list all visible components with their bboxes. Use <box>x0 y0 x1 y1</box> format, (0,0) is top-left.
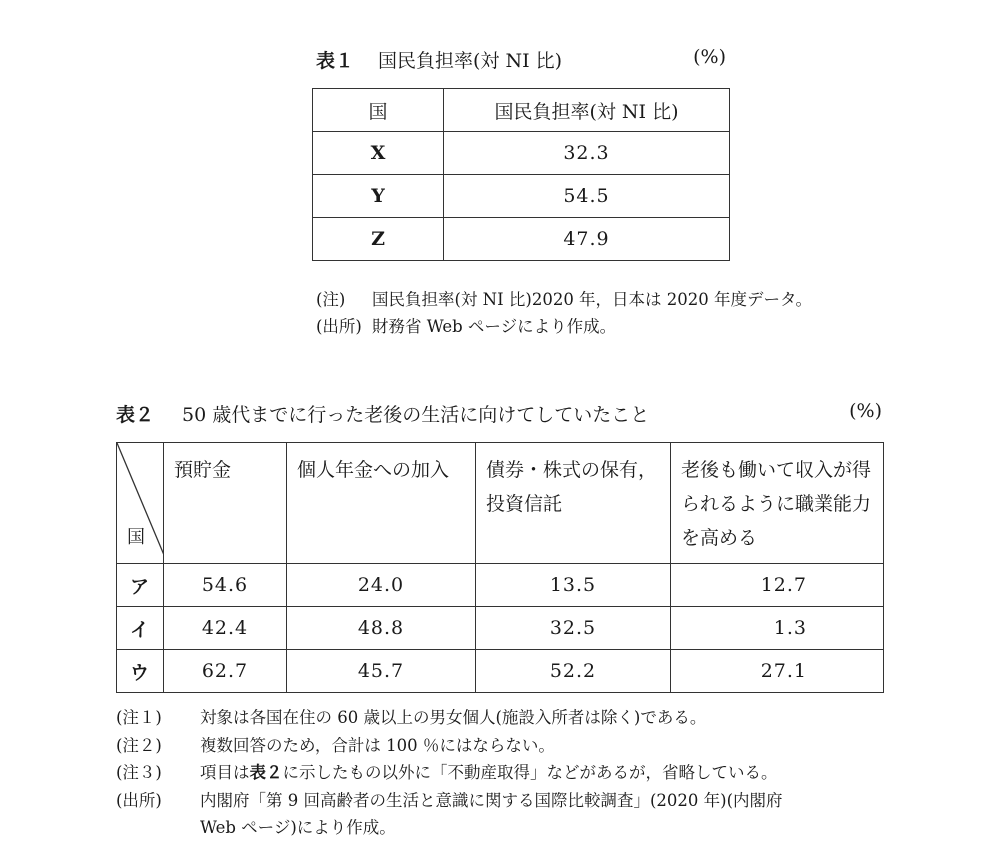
source-key: (出所) <box>116 790 162 810</box>
note-text-bold: 表２ <box>249 763 283 782</box>
table-row <box>313 175 730 218</box>
table2-country: ウ <box>117 650 164 693</box>
table1-caption <box>312 46 732 72</box>
source-text-cont: Web ページ)により作成。 <box>200 818 396 837</box>
table2-header-pension: 個人年金への加入 <box>287 443 476 564</box>
table2-country: ア <box>117 564 164 607</box>
table-row <box>117 607 884 650</box>
table2-title: 50 歳代までに行った老後の生活に向けてしていたこと <box>182 404 650 426</box>
table1-value: 47.9 <box>444 218 730 261</box>
source-text: 内閣府「第 9 回高齢者の生活と意識に関する国際比較調査」(2020 年)(内閣府 <box>200 790 783 810</box>
note-text: 複数回答のため，合計は 100 ％にはならない。 <box>200 735 555 755</box>
table2-cell: 12.7 <box>671 564 884 607</box>
note-key: (注２) <box>116 735 162 755</box>
table2-header-job-skills: 老後も働いて収入が得られるように職業能力を高める <box>671 443 884 564</box>
table1-header-value: 国民負担率(対 NI 比) <box>444 89 730 132</box>
table1-country: X <box>313 132 444 175</box>
table2-label: 表２ <box>116 404 155 426</box>
table1-title: 国民負担率(対 NI 比) <box>378 50 563 72</box>
table2-notes <box>116 704 783 842</box>
table2-cell: 1.3 <box>671 607 884 650</box>
table2-cell: 52.2 <box>476 650 671 693</box>
table1-country: Z <box>313 218 444 261</box>
table1-value: 32.3 <box>444 132 730 175</box>
table2-header-securities: 債券・株式の保有，投資信託 <box>476 443 671 564</box>
table1-country: Y <box>313 175 444 218</box>
table2-cell: 62.7 <box>164 650 287 693</box>
table2-unit: (%) <box>849 400 882 422</box>
table2-corner-label: 国 <box>127 527 145 548</box>
table1-value: 54.5 <box>444 175 730 218</box>
table2 <box>116 442 884 693</box>
table2-cell: 54.6 <box>164 564 287 607</box>
source-row <box>116 787 783 815</box>
table2-header-savings: 預貯金 <box>164 443 287 564</box>
table2-cell: 27.1 <box>671 650 884 693</box>
note-key: (注) <box>316 290 346 309</box>
table2-cell: 13.5 <box>476 564 671 607</box>
table-row <box>313 132 730 175</box>
table2-corner-cell <box>117 443 164 564</box>
table1 <box>312 88 730 261</box>
source-text: 財務省 Web ページにより作成。 <box>372 317 617 336</box>
note-text-pre: 項目は <box>200 763 250 782</box>
source-key: (出所) <box>316 317 362 336</box>
table-row <box>117 650 884 693</box>
note-key: (注１) <box>116 708 162 727</box>
source-row-cont <box>116 814 783 842</box>
table2-cell: 42.4 <box>164 607 287 650</box>
table2-cell: 45.7 <box>287 650 476 693</box>
table2-caption <box>116 400 886 426</box>
table2-header-row <box>117 443 884 564</box>
table2-country: イ <box>117 607 164 650</box>
table-row <box>313 218 730 261</box>
note-key: (注３) <box>116 763 162 782</box>
source-row <box>316 313 812 340</box>
table2-cell: 48.8 <box>287 607 476 650</box>
note-text: に示したもの以外に「不動産取得」などがあるが，省略している。 <box>282 763 778 782</box>
table1-header-row <box>313 89 730 132</box>
table2-cell: 24.0 <box>287 564 476 607</box>
table1-notes <box>316 286 812 340</box>
note-row <box>116 732 783 760</box>
note-text: 国民負担率(対 NI 比)2020 年，日本は 2020 年度データ。 <box>372 290 813 309</box>
note-text: 対象は各国在住の 60 歳以上の男女個人(施設入所者は除く)である。 <box>200 708 707 727</box>
table-row <box>117 564 884 607</box>
table1-header-country: 国 <box>313 89 444 132</box>
note-row <box>116 704 783 732</box>
table2-cell: 32.5 <box>476 607 671 650</box>
table1-unit: (%) <box>693 46 726 68</box>
table1-label: 表１ <box>316 50 355 72</box>
note-row <box>116 759 783 787</box>
note-row <box>316 286 812 313</box>
